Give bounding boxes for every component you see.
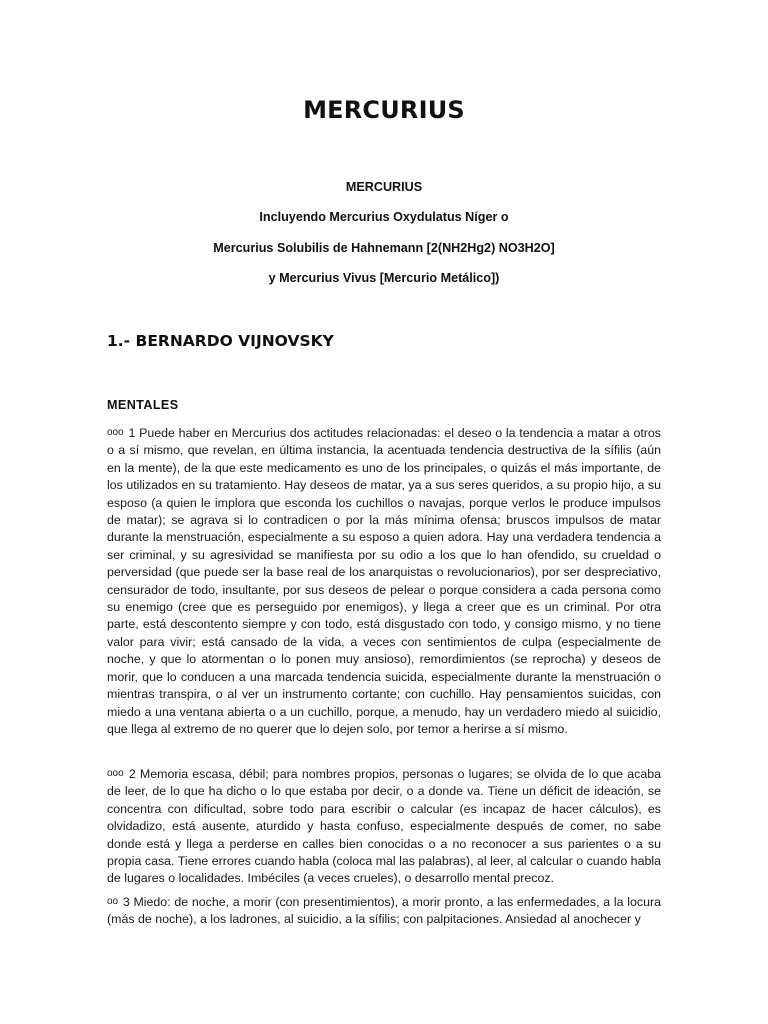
paragraph: [107, 893, 661, 929]
paragraph-marker: ooo: [107, 768, 124, 779]
paragraph-text: 2 Memoria escasa, débil; para nombres propios, personas o lugares; se olvida de lo que acaba de leer, de lo que ha dicho o lo que estaba por decir, o a donde va. Tiene un déficit de ideación, se concentra con dificultad, sobre todo para escribir o calcular (es incapaz de hacer cálculos), es olvidadizo, está ausente, aturdido y hasta confuso, especialmente después de comer, no sabe donde está y llega a perderse en calles bien conocidas o a no reconocer a sus parientes o a su propia casa. Tiene errores cuando habla (coloca mal las palabras), al leer, al calcular o cuando habla de lugares o localidades. Imbéciles (a veces crueles), o desarrollo mental precoz.: [107, 767, 661, 886]
paragraph-marker: oo: [107, 896, 119, 907]
section-heading: 1.- BERNARDO VIJNOVSKY: [107, 332, 334, 350]
document-title: MERCURIUS: [303, 96, 465, 124]
subheading-solubilis: Mercurius Solubilis de Hahnemann [2(NH2Hg2) NO3H2O]: [213, 241, 555, 255]
subsection-heading: MENTALES: [107, 398, 179, 412]
subheading-including: Incluyendo Mercurius Oxydulatus Níger o: [259, 210, 509, 224]
paragraph-text: 1 Puede haber en Mercurius dos actitudes relacionadas: el deseo o la tendencia a matar a otros o a sí mismo, que revelan, en última instancia, la acentuada tendencia destructiva de la sífilis (aún en la mente), de la que este medicamento es uno de los principales, o quizás el más importante, de los utilizados en su tratamiento. Hay deseos de matar, ya a sus seres queridos, a su propio hijo, a su esposo (a quien le implora que esconda los cuchillos o navajas, porque verlos le produce impulsos de matar); se agrava si lo contradicen o por la más mínima ofensa; bruscos impulsos de matar durante la menstruación, especialmente a su esposo a quien adora. Hay una verdadera tendencia a ser criminal, y su agresividad se manifiesta por su odio a los que lo han ofendido, su crueldad o perversidad (que puede ser la base real de los anarquistas o revolucionarios), por ser despreciativo, censurador de todo, insultante, por sus deseos de pelear o porque considera a cada persona como su enemigo (cree que es perseguido por enemigos), y llega a creer que es un criminal. Por otra parte, está descontento siempre y con todo, está disgustado con todo, y consigo mismo, y no tiene valor para vivir; está cansado de la vida, a veces con sentimientos de culpa (especialmente de noche, y que lo atormentan o lo ponen muy ansioso), remordimientos (se reprocha) y deseos de morir, que lo conducen a una marcada tendencia suicida, especialmente durante la menstruación o mientras transpira, o al ver un instrumento cortante; con cuchillo. Hay pensamientos suicidas, con miedo a una ventana abierta o a un cuchillo, porque, a menudo, hay un verdadero miedo al suicidio, que llega al extremo de no querer que lo dejen solo, por temor a herirse a sí mismo.: [107, 426, 661, 736]
subheading-remedy: MERCURIUS: [345, 180, 423, 194]
paragraph-marker: ooo: [107, 427, 124, 438]
paragraph: [107, 765, 661, 888]
document-page: [107, 0, 661, 1024]
subheading-vivus: y Mercurius Vivus [Mercurio Metálico]): [268, 271, 500, 285]
paragraph: [107, 424, 661, 738]
paragraph-text: 3 Miedo: de noche, a morir (con presentimientos), a morir pronto, a las enfermedades, a la locura (más de noche), a los ladrones, al suicidio, a la sífilis; con palpitaciones. Ansiedad al anochecer y: [107, 895, 661, 927]
